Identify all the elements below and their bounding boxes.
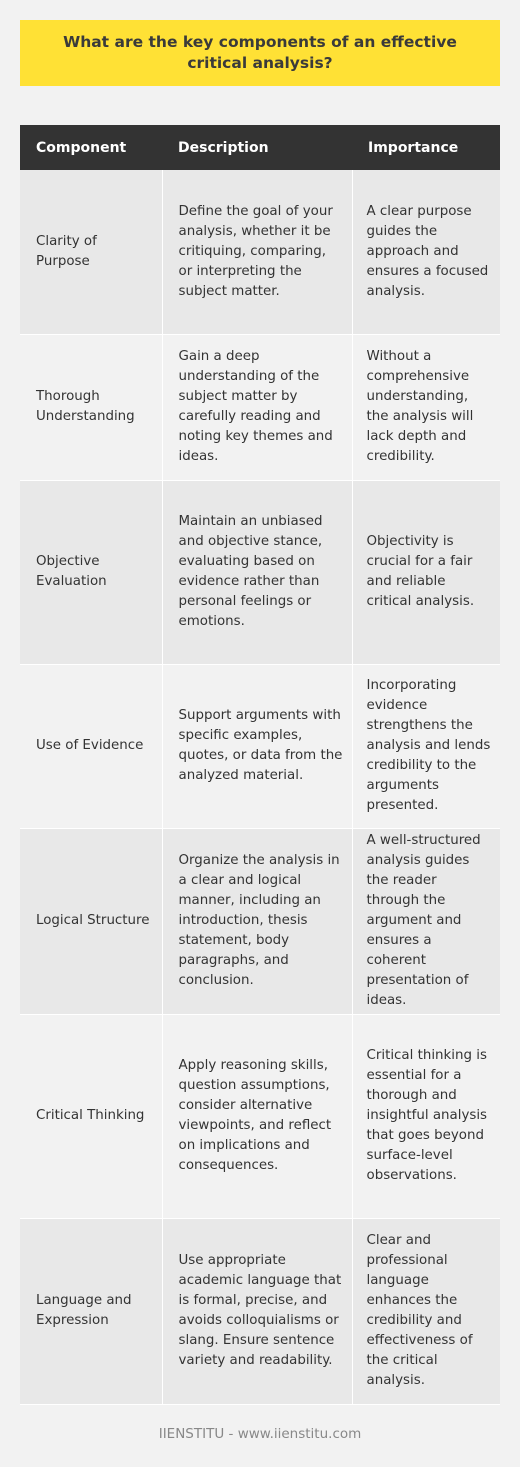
- footer-credit: IIENSTITU - www.iienstitu.com: [158, 1426, 362, 1442]
- header-importance: Importance: [352, 125, 500, 170]
- cell-description: Gain a deep understanding of the subject matter by carefully reading and noting key themes and ideas.: [162, 334, 352, 480]
- cell-component: Logical Structure: [20, 828, 162, 1014]
- cell-component: Thorough Understanding: [20, 334, 162, 480]
- title-banner: [20, 20, 500, 86]
- table-row: [20, 334, 500, 480]
- table-row: [20, 1014, 500, 1218]
- cell-description: Organize the analysis in a clear and logical manner, including an introduction, thesis statement, body paragraphs, and conclusion.: [162, 828, 352, 1014]
- table-row: [20, 480, 500, 664]
- cell-description: Define the goal of your analysis, whether it be critiquing, comparing, or interpreting the subject matter.: [162, 170, 352, 334]
- cell-importance: Clear and professional language enhances the credibility and effectiveness of the critical analysis.: [352, 1218, 500, 1404]
- cell-description: Maintain an unbiased and objective stance, evaluating based on evidence rather than personal feelings or emotions.: [162, 480, 352, 664]
- page-title: What are the key components of an effective critical analysis?: [63, 33, 457, 72]
- cell-component: Use of Evidence: [20, 664, 162, 828]
- cell-description: Apply reasoning skills, question assumptions, consider alternative viewpoints, and reflect on implications and consequences.: [162, 1014, 352, 1218]
- header-component: Component: [20, 125, 162, 170]
- cell-importance: A clear purpose guides the approach and ensures a focused analysis.: [352, 170, 500, 334]
- table-row: [20, 664, 500, 828]
- components-table: [20, 125, 500, 1405]
- cell-importance: Incorporating evidence strengthens the analysis and lends credibility to the arguments presented.: [352, 664, 500, 828]
- cell-importance: Objectivity is crucial for a fair and reliable critical analysis.: [352, 480, 500, 664]
- table-row: [20, 828, 500, 1014]
- cell-component: Clarity of Purpose: [20, 170, 162, 334]
- cell-importance: Without a comprehensive understanding, the analysis will lack depth and credibility.: [352, 334, 500, 480]
- header-description: Description: [162, 125, 352, 170]
- cell-importance: Critical thinking is essential for a thorough and insightful analysis that goes beyond surface-level observations.: [352, 1014, 500, 1218]
- cell-component: Critical Thinking: [20, 1014, 162, 1218]
- table-row: [20, 1218, 500, 1404]
- cell-description: Use appropriate academic language that is formal, precise, and avoids colloquialisms or slang. Ensure sentence variety and readability.: [162, 1218, 352, 1404]
- table-header-row: [20, 125, 500, 170]
- cell-importance: A well-structured analysis guides the reader through the argument and ensures a coherent presentation of ideas.: [352, 828, 500, 1014]
- cell-component: Objective Evaluation: [20, 480, 162, 664]
- cell-description: Support arguments with specific examples, quotes, or data from the analyzed material.: [162, 664, 352, 828]
- cell-component: Language and Expression: [20, 1218, 162, 1404]
- table-row: [20, 170, 500, 334]
